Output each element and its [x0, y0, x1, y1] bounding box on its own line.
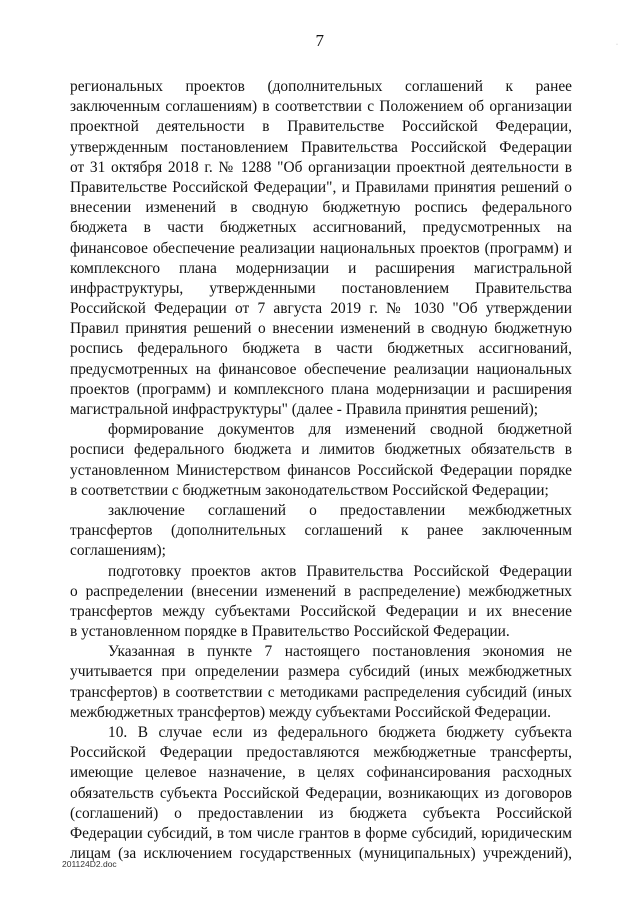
text-line: проектной деятельности в Правительстве Российской Федерации, — [70, 118, 572, 136]
text-line: 10. В случае если из федерального бюджета бюджету субъекта — [108, 724, 572, 741]
text-line: трансфертов) в соответствии с методиками распределения субсидий (иных — [70, 683, 572, 701]
text-line: региональных проектов (дополнительных соглашений к ранее — [70, 78, 572, 95]
text-line: установленном Министерством финансов Российской Федерации порядке — [70, 461, 572, 479]
text-line: предусмотренных на финансовое обеспечение реализации национальных — [70, 360, 572, 378]
scan-corner-mark: · — [616, 42, 618, 48]
text-line: в установленном порядке в Правительство Российской Федерации. — [70, 623, 510, 641]
text-line: трансфертов (дополнительных соглашений к ранее заключенным — [70, 522, 572, 540]
text-line: о распределении (внесении изменений в распределение) межбюджетных — [70, 582, 572, 600]
text-line: комплексного плана модернизации и расширения магистральной — [70, 259, 572, 277]
paragraph — [70, 420, 572, 501]
text-line: от 31 октября 2018 г. № 1288 "Об организации проектной деятельности в — [70, 158, 572, 176]
text-line: утвержденным постановлением Правительства Российской Федерации — [70, 138, 572, 156]
text-line: Указанная в пункте 7 настоящего постановления экономия не — [108, 643, 572, 661]
text-line: (соглашений) о предоставлении из бюджета субъекта Российской — [70, 804, 572, 822]
text-line: Российской Федерации от 7 августа 2019 г. № 1030 "Об утверждении — [70, 300, 572, 318]
document-body — [70, 77, 572, 864]
text-line: заключенным соглашениям) в соответствии с Положением об организации — [70, 98, 572, 116]
text-line: магистральной инфраструктуры" (далее - Правила принятия решений); — [70, 401, 538, 418]
text-line: в соответствии с бюджетным законодательством Российской Федерации; — [70, 481, 549, 499]
footer-document-code: 201124D2.doc — [62, 859, 117, 869]
text-line: Федерации субсидий, в том числе грантов в форме субсидий, юридическим — [70, 824, 572, 842]
paragraph — [70, 642, 572, 723]
paragraph — [70, 77, 572, 420]
paragraph — [70, 562, 572, 643]
text-line: соглашениям); — [70, 542, 166, 560]
text-line: заключение соглашений о предоставлении межбюджетных — [108, 501, 572, 519]
text-line: роспись федерального бюджета в части бюджетных ассигнований, — [70, 340, 572, 358]
text-line: трансфертов между субъектами Российской Федерации и их внесение — [70, 602, 572, 620]
text-line: обязательств субъекта Российской Федерации, возникающих из договоров — [70, 784, 572, 802]
text-line: финансовое обеспечение реализации национальных проектов (программ) и — [70, 239, 572, 257]
text-line: межбюджетных трансфертов) между субъектами Российской Федерации. — [70, 703, 551, 721]
text-line: росписи федерального бюджета и лимитов бюджетных обязательств в — [70, 441, 572, 459]
text-line: учитывается при определении размера субсидий (иных межбюджетных — [70, 663, 572, 681]
text-line: формирование документов для изменений сводной бюджетной — [108, 421, 572, 439]
text-line: инфраструктуры, утвержденными постановлением Правительства — [70, 279, 572, 297]
text-line: Российской Федерации предоставляются межбюджетные трансферты, — [70, 744, 572, 762]
page-number: 7 — [315, 31, 325, 50]
text-line: Правил принятия решений о внесении изменений в сводную бюджетную — [70, 320, 572, 338]
text-line: имеющие целевое назначение, в целях софинансирования расходных — [70, 764, 572, 782]
text-line: проектов (программ) и комплексного плана модернизации и расширения — [70, 380, 572, 398]
text-line: Правительстве Российской Федерации", и Правилами принятия решений о — [70, 178, 572, 196]
text-line: лицам (за исключением государственных (муниципальных) учреждений), — [70, 845, 572, 863]
text-line: подготовку проектов актов Правительства Российской Федерации — [108, 562, 572, 580]
paragraph — [70, 723, 572, 864]
text-line: внесении изменений в сводную бюджетную роспись федерального — [70, 199, 572, 217]
text-line: бюджета в части бюджетных ассигнований, предусмотренных на — [70, 219, 572, 237]
paragraph — [70, 501, 572, 562]
